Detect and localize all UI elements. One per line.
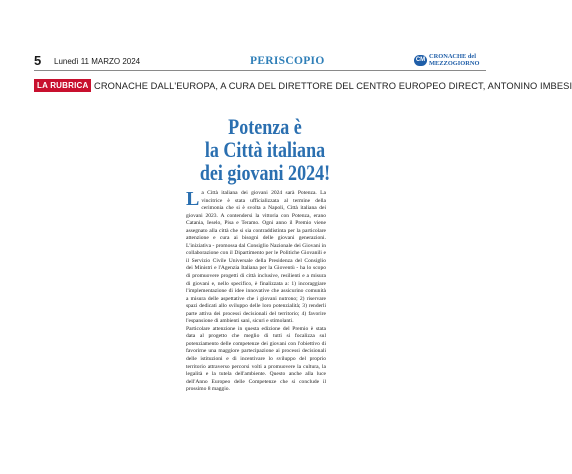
logo-line-2: MEZZOGIORNO xyxy=(429,59,480,67)
page-header xyxy=(34,54,486,71)
newspaper-logo xyxy=(414,54,486,68)
article-paragraph-1: a Città italiana dei giovani 2024 sarà Potenza. La vincitrice è stata ufficializzata al termine della cerimonia che si è svolta a Napoli, Città italiana dei giovani 2023. A contendersi la vittoria con Potenza, erano Catania, Ieselo, Pisa e Teramo. Ogni anno il Premio viene assegnato alla città che si sia contraddistinta per la particolare attenzione e cura ai bisogni delle giovani generazioni. L'iniziativa - promossa dal Consiglio Nazionale dei Giovani in collaborazione con il Dipartimento per le Politiche Giovanili e il Servizio Civile Universale della Presidenza del Consiglio dei Ministri e l'Agenzia Italiana per la Gioventù - ha lo scopo di promuovere progetti di città inclusive, resilienti e a misura di giovani e, nello specifico, è finalizzata a: 1) incoraggiare l'implementazione di idee innovative che assicurino comunità a misura delle aspettative che i giovani nutrono; 2) riservare spazi dedicati allo sviluppo delle loro potenzialità; 3) renderli parte attiva dei processi decisionali del territorio; 4) favorire l'espansione di ambienti sani, sicuri e stimolanti. xyxy=(186,190,326,325)
rubrica-title: CRONACHE DALL'EUROPA, A CURA DEL DIRETTORE DEL CENTRO EUROPEO DIRECT, ANTONINO IMBESI xyxy=(94,81,572,91)
article-paragraph-2: Particolare attenzione in questa edizione del Premio è stata data al progetto che meglio di tutti si focalizza sul potenziamento delle competenze dei giovani con l'obiettivo di favorirne una maggiore partecipazione ai processi decisionali delle istituzioni e di incentivare lo sviluppo del proprio territorio attraverso percorsi volti a promuovere la cultura, la legalità e la tutela dell'ambiente. Questo anche alla luce dell'Anno Europeo delle Competenze che si conclude il prossimo 8 maggio. xyxy=(186,325,326,393)
logo-mark-icon: CM xyxy=(414,55,427,66)
issue-date: Lunedì 11 MARZO 2024 xyxy=(54,57,141,66)
section-title: PERISCOPIO xyxy=(250,55,325,67)
headline-line-2: la Città italiana xyxy=(204,137,326,162)
article-headline xyxy=(171,115,360,184)
page-number: 5 xyxy=(34,53,42,68)
column-banner xyxy=(34,79,572,93)
article-body xyxy=(186,190,326,394)
rubrica-badge: LA RUBRICA xyxy=(34,79,91,92)
headline-line-1: Potenza è xyxy=(228,114,302,139)
logo-text xyxy=(429,54,479,67)
drop-cap: L xyxy=(186,188,200,210)
headline-line-3: dei giovani 2024! xyxy=(199,160,331,185)
logo-line-1: CRONACHE del xyxy=(429,53,477,60)
